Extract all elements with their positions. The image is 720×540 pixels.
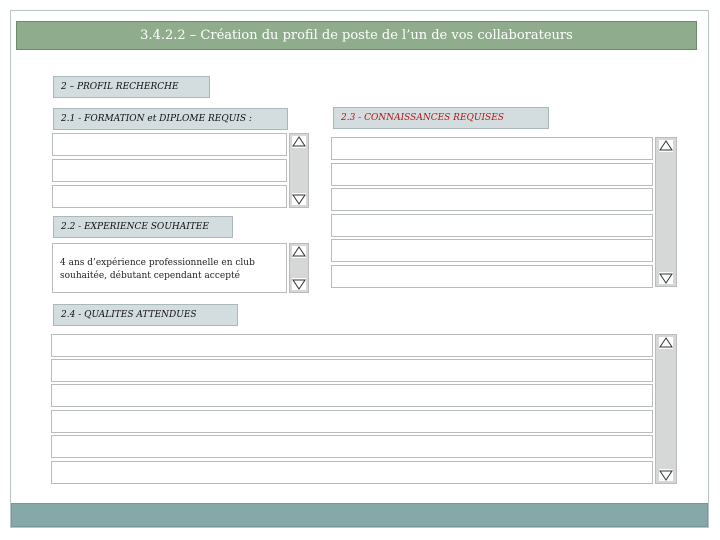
connaissances-scrollbar[interactable] [655,137,677,287]
connaissances-label: 2.3 - CONNAISSANCES REQUISES [333,107,549,129]
section-label-profil: 2 – PROFIL RECHERCHE [53,76,210,98]
scroll-up-arrow-icon[interactable] [659,140,673,152]
qualites-field-1[interactable] [51,334,653,357]
formation-field-1[interactable] [52,133,287,156]
scroll-down-arrow-icon[interactable] [292,193,306,205]
connaissances-field-5[interactable] [331,239,653,262]
experience-text-field[interactable]: 4 ans d’expérience professionnelle en club souhaitée, débutant cependant accepté [52,243,287,293]
formation-label: 2.1 - FORMATION et DIPLOME REQUIS : [53,108,288,130]
scroll-up-arrow-icon[interactable] [292,136,306,148]
connaissances-field-1[interactable] [331,137,653,160]
formation-scrollbar[interactable] [289,133,309,208]
scroll-down-arrow-icon[interactable] [292,278,306,290]
footer-bar [11,503,708,527]
connaissances-field-4[interactable] [331,214,653,237]
qualites-field-6[interactable] [51,461,653,484]
connaissances-field-2[interactable] [331,163,653,186]
qualites-label: 2.4 - QUALITES ATTENDUES [53,304,238,326]
qualites-field-3[interactable] [51,384,653,407]
experience-label: 2.2 - EXPERIENCE SOUHAITEE [53,216,233,238]
experience-scrollbar[interactable] [289,243,309,293]
scroll-up-arrow-icon[interactable] [292,246,306,258]
formation-field-3[interactable] [52,185,287,208]
qualites-field-4[interactable] [51,410,653,433]
connaissances-field-3[interactable] [331,188,653,211]
qualites-field-5[interactable] [51,435,653,458]
scroll-up-arrow-icon[interactable] [659,337,673,349]
scroll-down-arrow-icon[interactable] [659,272,673,284]
scroll-down-arrow-icon[interactable] [659,469,673,481]
connaissances-field-6[interactable] [331,265,653,288]
page-title: 3.4.2.2 – Création du profil de poste de l’un de vos collaborateurs [16,21,697,50]
qualites-field-2[interactable] [51,359,653,382]
qualites-scrollbar[interactable] [655,334,677,484]
formation-field-2[interactable] [52,159,287,182]
